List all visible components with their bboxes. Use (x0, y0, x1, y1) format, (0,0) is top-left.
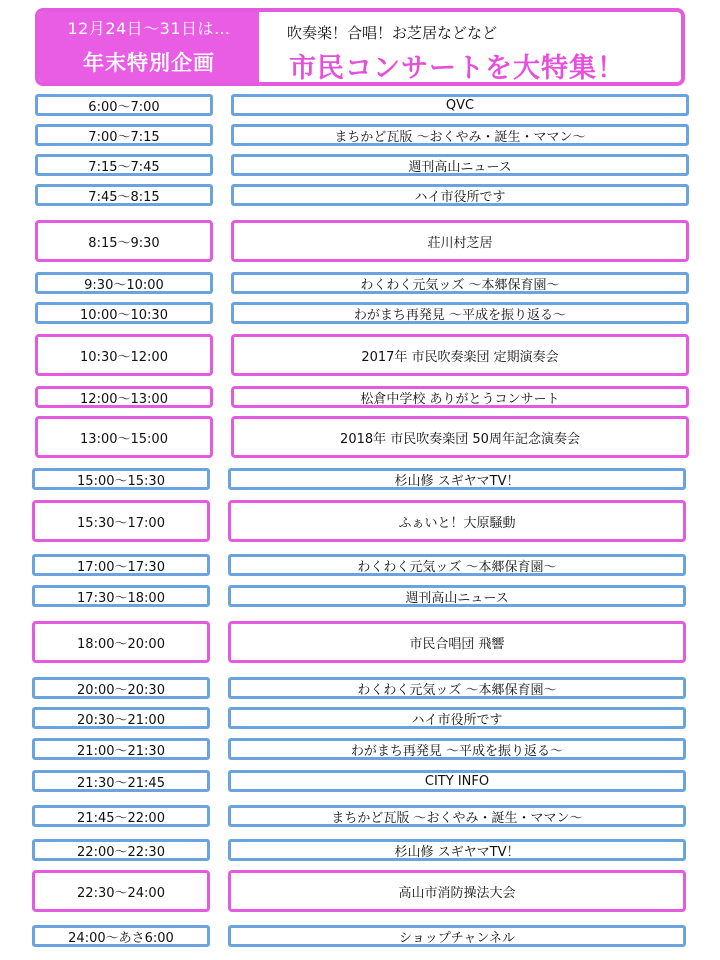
time-slot: 6:00〜7:00 (35, 94, 213, 116)
header-headline: 市民コンサートを大特集！ (289, 53, 625, 84)
program-title: 週刊高山ニュース (228, 585, 686, 607)
schedule-row (0, 621, 720, 663)
schedule-row (0, 805, 720, 827)
schedule-row (0, 500, 720, 542)
header-banner (35, 8, 685, 86)
program-title: 荘川村芝居 (231, 220, 689, 262)
schedule-row (0, 770, 720, 792)
program-title: わくわく元気ッズ 〜本郷保育園〜 (231, 272, 689, 294)
time-slot: 20:00〜20:30 (32, 677, 210, 699)
schedule-row (0, 707, 720, 729)
program-title: QVC (231, 94, 689, 116)
program-title: まちかど瓦版 〜おくやみ・誕生・ママン〜 (228, 805, 686, 827)
header-label-block (39, 12, 259, 82)
time-slot: 13:00〜15:00 (35, 416, 213, 458)
time-slot: 12:00〜13:00 (35, 386, 213, 408)
time-slot: 21:00〜21:30 (32, 738, 210, 760)
program-title: まちかど瓦版 〜おくやみ・誕生・ママン〜 (231, 124, 689, 146)
schedule-row (0, 416, 720, 458)
program-title: ふぁいと！大原騒動 (228, 500, 686, 542)
program-title: 杉山修 スギヤマTV！ (228, 468, 686, 490)
program-title: わくわく元気ッズ 〜本郷保育園〜 (228, 554, 686, 576)
time-slot: 7:00〜7:15 (35, 124, 213, 146)
schedule-row (0, 184, 720, 206)
schedule-row (0, 334, 720, 376)
time-slot: 22:30〜24:00 (32, 870, 210, 912)
program-title: 杉山修 スギヤマTV！ (228, 839, 686, 861)
program-title: 市民合唱団 飛響 (228, 621, 686, 663)
time-slot: 10:30〜12:00 (35, 334, 213, 376)
schedule-row (0, 870, 720, 912)
date-range: 12月24日〜31日は… (67, 18, 231, 38)
special-title: 年末特別企画 (83, 50, 215, 75)
program-title: ハイ市役所です (231, 184, 689, 206)
time-slot: 7:45〜8:15 (35, 184, 213, 206)
program-title: わがまち再発見 〜平成を振り返る〜 (228, 738, 686, 760)
program-title: 高山市消防操法大会 (228, 870, 686, 912)
schedule-row (0, 386, 720, 408)
program-title: わくわく元気ッズ 〜本郷保育園〜 (228, 677, 686, 699)
time-slot: 8:15〜9:30 (35, 220, 213, 262)
program-title: 2017年 市民吹奏楽団 定期演奏会 (231, 334, 689, 376)
time-slot: 21:30〜21:45 (32, 770, 210, 792)
time-slot: 22:00〜22:30 (32, 839, 210, 861)
schedule-row (0, 839, 720, 861)
program-title: ハイ市役所です (228, 707, 686, 729)
schedule-row (0, 302, 720, 324)
time-slot: 17:30〜18:00 (32, 585, 210, 607)
time-slot: 17:00〜17:30 (32, 554, 210, 576)
time-slot: 15:00〜15:30 (32, 468, 210, 490)
time-slot: 10:00〜10:30 (35, 302, 213, 324)
program-title: ショップチャンネル (228, 925, 686, 947)
time-slot: 18:00〜20:00 (32, 621, 210, 663)
program-title: 週刊高山ニュース (231, 154, 689, 176)
schedule-row (0, 468, 720, 490)
time-slot: 24:00〜あさ6:00 (32, 925, 210, 947)
schedule-row (0, 272, 720, 294)
schedule-row (0, 925, 720, 947)
schedule-row (0, 738, 720, 760)
schedule-row (0, 94, 720, 116)
schedule-row (0, 220, 720, 262)
schedule-row (0, 154, 720, 176)
time-slot: 9:30〜10:00 (35, 272, 213, 294)
time-slot: 15:30〜17:00 (32, 500, 210, 542)
header-subtitle: 吹奏楽！合唱！お芝居などなど (287, 24, 498, 42)
schedule-row (0, 124, 720, 146)
program-title: 松倉中学校 ありがとうコンサート (231, 386, 689, 408)
time-slot: 20:30〜21:00 (32, 707, 210, 729)
time-slot: 7:15〜7:45 (35, 154, 213, 176)
program-title: CITY INFO (228, 770, 686, 792)
schedule-row (0, 585, 720, 607)
time-slot: 21:45〜22:00 (32, 805, 210, 827)
schedule-row (0, 677, 720, 699)
program-title: 2018年 市民吹奏楽団 50周年記念演奏会 (231, 416, 689, 458)
schedule-row (0, 554, 720, 576)
program-title: わがまち再発見 〜平成を振り返る〜 (231, 302, 689, 324)
